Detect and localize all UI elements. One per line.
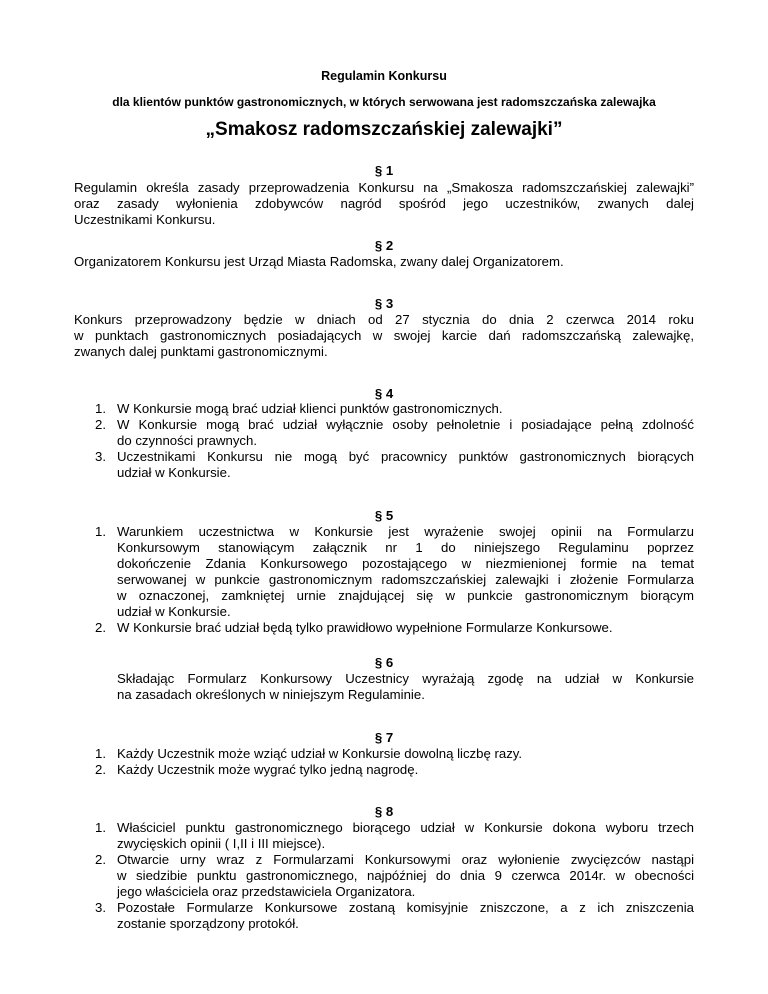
list-item-line: W Konkursie mogą brać udział wyłącznie osoby pełnoletnie i posiadające pełną zdolność [117,417,694,432]
list-item-line: Każdy Uczestnik może wziąć udział w Konkursie dowolną liczbę razy. [117,746,523,761]
section-4-heading: § 4 [374,386,394,401]
list-item-line: Otwarcie urny wraz z Formularzami Konkursowymi oraz wyłonienie zwycięzców nastąpi [117,852,694,867]
section-1-line: oraz zasady wyłonienia zdobywców nagród spośród jego uczestników, zwanych dalej [74,196,694,211]
list-number: 1. [95,820,106,835]
list-item-line: W Konkursie brać udział będą tylko prawidłowo wypełnione Formularze Konkursowe. [117,620,613,635]
list-item-line: Pozostałe Formularze Konkursowe zostaną komisyjnie zniszczone, a z ich zniszczenia [117,900,694,915]
list-item-line: do czynności prawnych. [117,433,258,448]
section-1-heading: § 1 [374,163,394,178]
list-item-line: W Konkursie mogą brać udział klienci punktów gastronomicznych. [117,401,503,416]
list-item-line: Uczestnikami Konkursu nie mogą być pracownicy punktów gastronomicznych biorących [117,449,694,464]
list-number: 2. [95,620,106,635]
section-3-line: zwanych dalej punktami gastronomicznymi. [74,344,328,359]
list-item-line: serwowanej w punkcie gastronomicznym radomszczańskiej zalewajki i złożenie Formularza [117,572,694,587]
list-number: 1. [95,401,106,416]
list-number: 2. [95,417,106,432]
list-item-line: dokończenie Zdania Konkursowego pozostającego w niezmienionej formie na temat [117,556,694,571]
list-number: 2. [95,762,106,777]
list-item-line: zwycięskich opinii ( I,II i III miejsce). [117,836,326,851]
section-6-line: na zasadach określonych w niniejszym Regulaminie. [117,687,425,702]
section-2-line: Organizatorem Konkursu jest Urząd Miasta Radomska, zwany dalej Organizatorem. [74,254,564,269]
section-3-line: Konkurs przeprowadzony będzie w dniach od 27 stycznia do dnia 2 czerwca 2014 roku [74,312,694,327]
list-number: 3. [95,900,106,915]
section-6-heading: § 6 [374,655,394,670]
section-3-line: w punktach gastronomicznych posiadających w swojej karcie dań radomszczańską zalewajkę, [74,328,694,343]
list-item-line: jego właściciela oraz przedstawiciela Organizatora. [117,884,416,899]
section-1-line: Uczestnikami Konkursu. [74,212,216,227]
list-number: 1. [95,746,106,761]
section-3-heading: § 3 [374,296,394,311]
list-item-line: Konkursowym stanowiącym załącznik nr 1 do niniejszego Regulaminu poprzez [117,540,694,555]
list-item-line: zostanie sporządzony protokół. [117,916,299,931]
section-8-heading: § 8 [374,804,394,819]
list-item-line: Właściciel punktu gastronomicznego biorącego udział w Konkursie dokona wyboru trzech [117,820,694,835]
list-item-line: Warunkiem uczestnictwa w Konkursie jest wyrażenie swojej opinii na Formularzu [117,524,694,539]
section-1-line: Regulamin określa zasady przeprowadzenia Konkursu na „Smakosza radomszczańskiej zalewajki” [74,180,694,195]
list-item-line: w oznaczonej, zamkniętej urnie znajdującej się w punkcie gastronomicznym biorącym [117,588,694,603]
list-item-line: udział w Konkursie. [117,604,231,619]
list-item-line: w siedzibie punktu gastronomicznego, najpóźniej do dnia 9 czerwca 2014r. w obecności [117,868,694,883]
list-item-line: udział w Konkursie. [117,465,231,480]
section-5-heading: § 5 [374,508,394,523]
section-2-heading: § 2 [374,238,394,253]
list-number: 3. [95,449,106,464]
list-number: 1. [95,524,106,539]
document-subtitle: dla klientów punktów gastronomicznych, w których serwowana jest radomszczańska zalewajka [112,95,656,109]
contest-name: „Smakosz radomszczańskiej zalewajki” [205,119,563,140]
section-6-line: Składając Formularz Konkursowy Uczestnicy wyrażają zgodę na udział w Konkursie [117,671,694,686]
document-title: Regulamin Konkursu [321,69,447,83]
list-item-line: Każdy Uczestnik może wygrać tylko jedną nagrodę. [117,762,419,777]
section-7-heading: § 7 [374,730,394,745]
list-number: 2. [95,852,106,867]
